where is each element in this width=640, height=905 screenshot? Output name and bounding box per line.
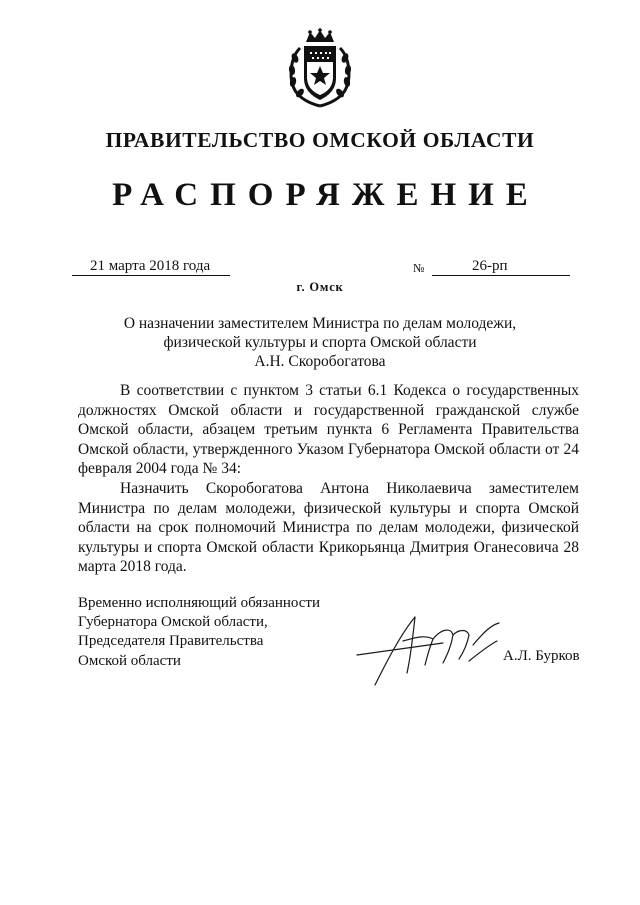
number-sign: №	[413, 261, 425, 275]
signer-title-line: Временно исполняющий обязанности	[78, 595, 321, 611]
document-number-field	[432, 258, 570, 276]
document-date: 21 марта 2018 года	[90, 258, 211, 274]
document-date-field	[72, 258, 230, 276]
body-paragraph: В соответствии с пунктом 3 статьи 6.1 Кодекса о государственных должностях Омской области и государственной гражданской службе Омской области, абзацем третьим пункта 6 Регламента Правительства Омской области, утвержденного Указом Губернатора Омской области от 24 февраля 2004 года № 34:	[78, 382, 579, 478]
document-number: 26-рп	[472, 258, 508, 274]
handwritten-signature-icon	[355, 605, 505, 695]
subject-line: О назначении заместителем Министра по делам молодежи,	[123, 315, 517, 332]
signer-title-line: Омской области	[78, 652, 181, 669]
signer-title	[78, 594, 320, 671]
document-subject	[110, 314, 530, 371]
coat-of-arms-icon	[286, 28, 354, 110]
body-paragraph: Назначить Скоробогатова Антона Николаевича заместителем Министра по делам молодежи, физической культуры и спорта Омской области на срок полномочий Министра по делам молодежи, физической культуры и спорта Омской области Крикорьянца Дмитрия Оганесовича 28 марта 2018 года.	[78, 479, 579, 576]
document-body	[78, 381, 579, 577]
subject-line: А.Н. Скоробогатова	[254, 353, 386, 370]
signer-title-line: Губернатора Омской области,	[78, 614, 268, 631]
subject-line: физической культуры и спорта Омской области	[163, 334, 477, 351]
document-type-title: РАСПОРЯЖЕНИЕ	[112, 177, 540, 213]
signer-name: А.Л. Бурков	[503, 648, 580, 664]
city-label: г. Омск	[296, 280, 344, 294]
government-title: ПРАВИТЕЛЬСТВО ОМСКОЙ ОБЛАСТИ	[105, 128, 535, 152]
signer-title-line: Председателя Правительства	[78, 633, 264, 650]
